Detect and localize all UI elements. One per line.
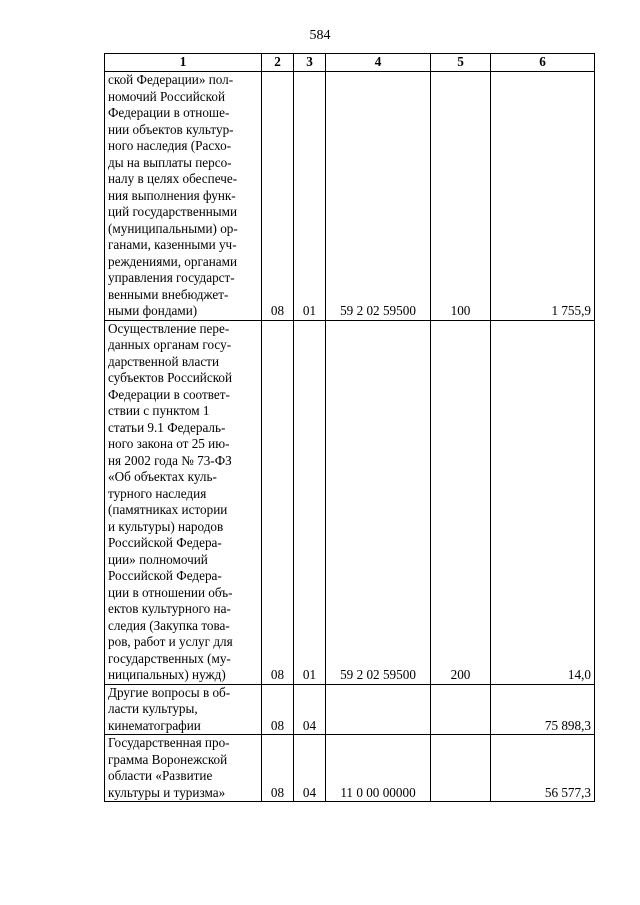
header-col-3: 3	[294, 54, 326, 72]
header-col-2: 2	[262, 54, 294, 72]
header-col-5: 5	[431, 54, 491, 72]
table-row	[105, 320, 595, 684]
row-description: Другие вопросы в об- ласти культуры, кинематографии	[105, 684, 262, 735]
row-description: ской Федерации» пол- номочий Российской Федерации в отноше- нии объектов культур- ного наследия (Расхо- ды на выплаты персо- налу в целях обеспече- ния выполнения функ- ций государственными (муниципальными) ор- ганами, казенными уч- реждениями, органами управления государст- венными внебюджет- ными фондами)	[105, 72, 262, 321]
row-target-article: 11 0 00 00000	[326, 735, 431, 802]
table-header-row	[105, 54, 595, 72]
row-target-article: 59 2 02 59500	[326, 72, 431, 321]
row-description: Государственная про- грамма Воронежской области «Развитие культуры и туризма»	[105, 735, 262, 802]
row-amount: 75 898,3	[491, 684, 595, 735]
row-amount: 14,0	[491, 320, 595, 684]
table-row	[105, 72, 595, 321]
row-section-code: 08	[262, 320, 294, 684]
budget-table	[104, 53, 595, 802]
page-number: 584	[309, 28, 331, 43]
row-expense-type: 100	[431, 72, 491, 321]
row-description: Осуществление пере- данных органам госу- дарственной власти субъектов Российской Федерации в соответ- ствии с пунктом 1 статьи 9.1 Федераль- ного закона от 25 ию- ня 2002 года № 73-ФЗ «Об объектах куль- турного наследия (памятниках истории и культуры) народов Российской Федера- ции» полномочий Российской Федера- ции в отношении объ- ектов культурного на- следия (Закупка това- ров, работ и услуг для государственных (му- ниципальных) нужд)	[105, 320, 262, 684]
row-subsection-code: 01	[294, 72, 326, 321]
row-subsection-code: 01	[294, 320, 326, 684]
row-expense-type	[431, 735, 491, 802]
row-amount: 1 755,9	[491, 72, 595, 321]
row-expense-type	[431, 684, 491, 735]
table-row	[105, 684, 595, 735]
row-section-code: 08	[262, 735, 294, 802]
row-target-article: 59 2 02 59500	[326, 320, 431, 684]
row-section-code: 08	[262, 684, 294, 735]
row-expense-type: 200	[431, 320, 491, 684]
row-section-code: 08	[262, 72, 294, 321]
row-target-article	[326, 684, 431, 735]
row-amount: 56 577,3	[491, 735, 595, 802]
header-col-1: 1	[105, 54, 262, 72]
header-col-4: 4	[326, 54, 431, 72]
table-row	[105, 735, 595, 802]
row-subsection-code: 04	[294, 735, 326, 802]
row-subsection-code: 04	[294, 684, 326, 735]
header-col-6: 6	[491, 54, 595, 72]
